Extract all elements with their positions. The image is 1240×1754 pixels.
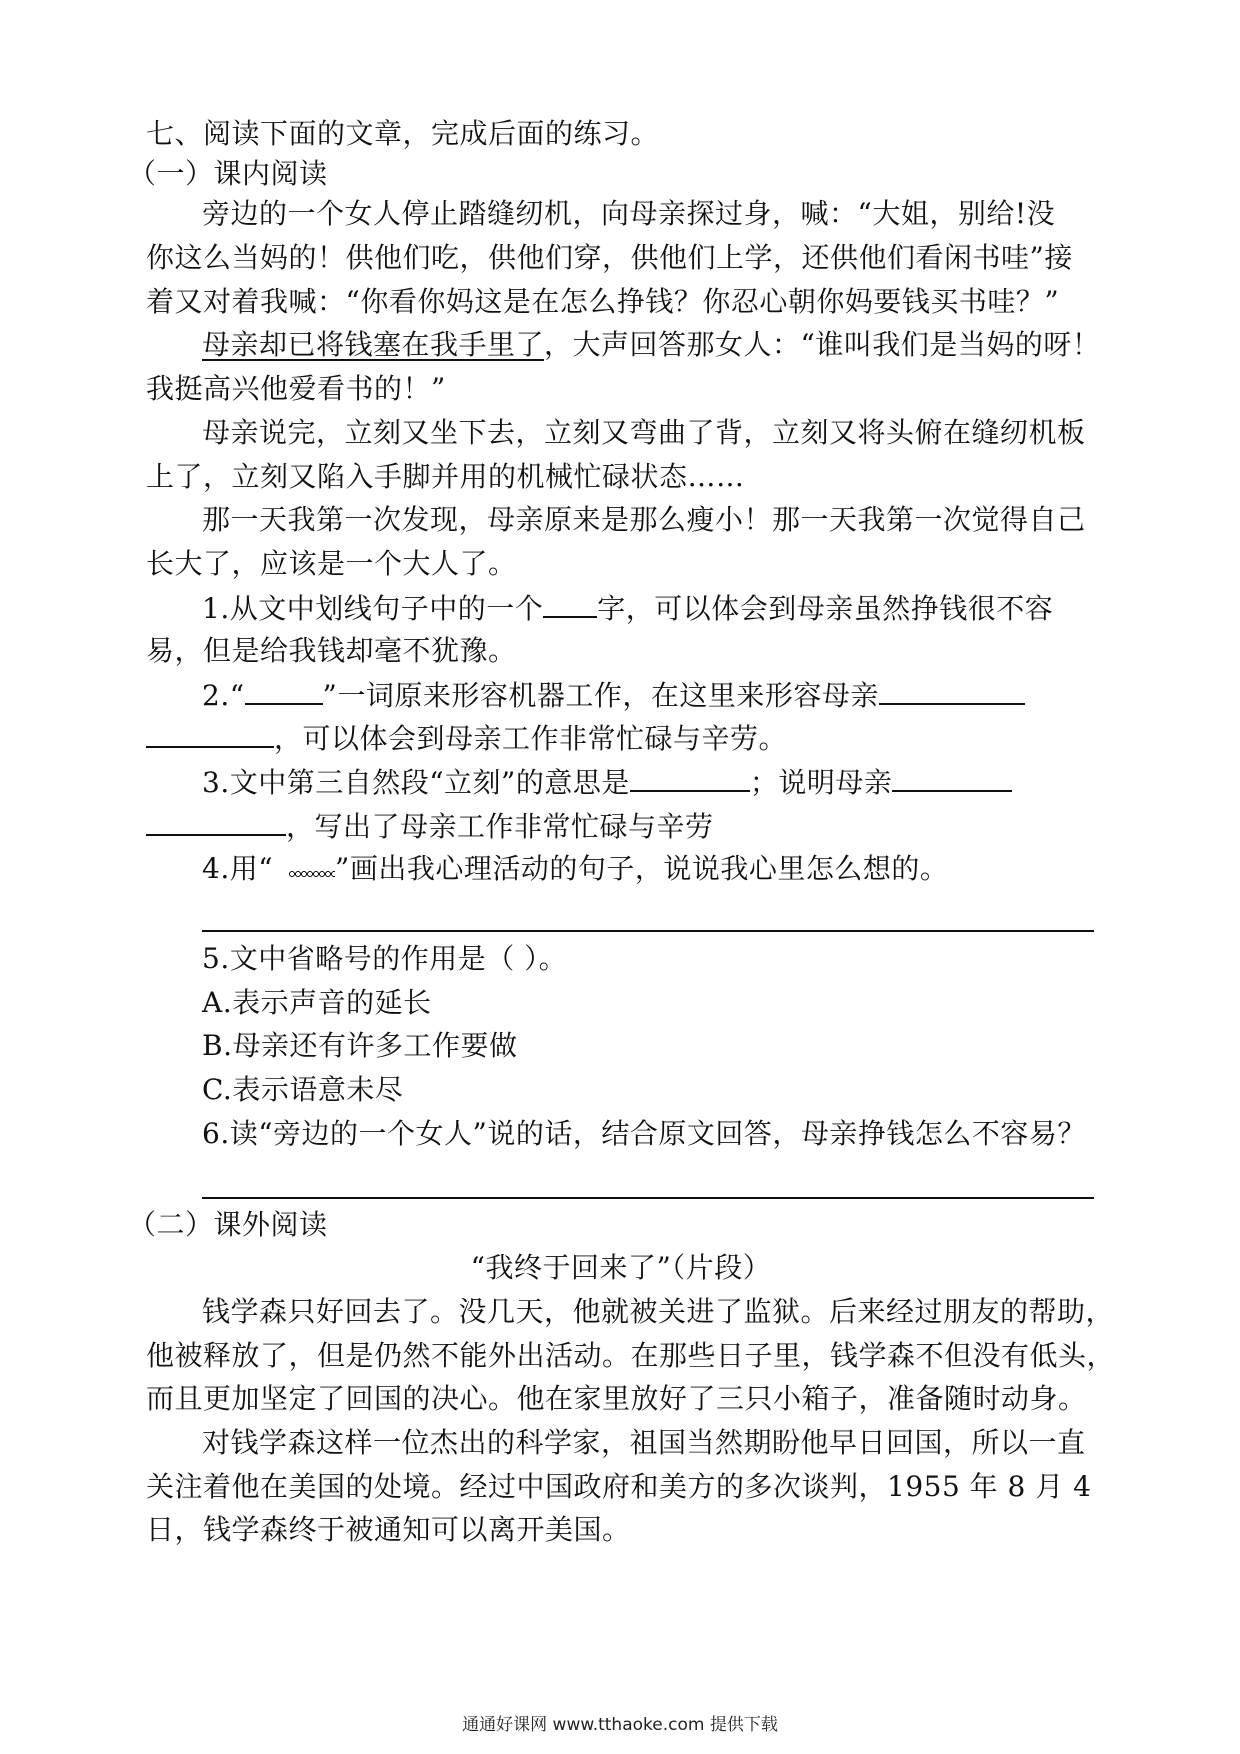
q4-text-b: ”画出我心理活动的句子，说说我心里怎么想的。	[335, 852, 949, 885]
q3-text-a: 3.文中第三自然段“立刻”的意思是	[202, 766, 630, 799]
section-title: 七、阅读下面的文章，完成后面的练习。	[146, 117, 660, 150]
question-5: 5.文中省略号的作用是（ ）。	[202, 942, 568, 975]
p1-line2: 你这么当妈的！供他们吃，供他们穿，供他们上学，还供他们看闲书哇”接	[146, 241, 1073, 274]
underlined-sentence: 母亲却已将钱塞在我手里了	[202, 328, 545, 361]
footer: 通通好课网 www.tthaoke.com 提供下载	[462, 1715, 778, 1735]
question-3	[202, 764, 1152, 801]
part2-heading: （二）课外阅读	[128, 1208, 328, 1241]
q2-blank-1[interactable]	[879, 677, 1025, 705]
p4-line2: 长大了，应该是一个大人了。	[146, 547, 517, 580]
p5-line3: 而且更加坚定了回国的决心。他在家里放好了三只小箱子，准备随时动身。	[146, 1382, 1087, 1415]
q1-text-b: 字，可以体会到母亲虽然挣钱很不容	[597, 592, 1054, 625]
question-2-cont	[146, 720, 1096, 757]
q5-option-c[interactable]: C.表示语意未尽	[202, 1073, 404, 1106]
article-title: “我终于回来了”（片段）	[470, 1251, 772, 1284]
q2-text-c: ，可以体会到母亲工作非常忙碌与辛劳。	[274, 722, 788, 755]
p2-rest: ，大声回答那女人：“谁叫我们是当妈的呀！	[544, 328, 1101, 361]
q1-text-a: 1.从文中划线句子中的一个	[202, 592, 544, 625]
p6-line3: 日，钱学森终于被通知可以离开美国。	[146, 1513, 631, 1546]
p4-line1: 那一天我第一次发现，母亲原来是那么瘦小！那一天我第一次觉得自己	[202, 503, 1086, 536]
p1-line1: 旁边的一个女人停止踏缝纫机，向母亲探过身，喊：“大姐，别给!没	[202, 197, 1056, 230]
question-6: 6.读“旁边的一个女人”说的话，结合原文回答，母亲挣钱怎么不容易？	[202, 1117, 1086, 1150]
p5-line1: 钱学森只好回去了。没几天，他就被关进了监狱。后来经过朋友的帮助，	[202, 1295, 1115, 1328]
q3-blank-1[interactable]	[630, 764, 750, 792]
question-4	[202, 851, 1152, 887]
q3-text-c: ，写出了母亲工作非常忙碌与辛劳	[286, 810, 714, 843]
question-3-cont	[146, 808, 1096, 845]
part1-heading: （一）课内阅读	[128, 157, 328, 190]
q2-text-a: 2.“	[202, 679, 245, 712]
question-2	[202, 677, 1152, 714]
p2-line1	[202, 327, 1152, 363]
q1-blank[interactable]	[543, 590, 597, 618]
q3-text-b: ；说明母亲	[749, 766, 893, 799]
p3-line1: 母亲说完，立刻又坐下去，立刻又弯曲了背，立刻又将头俯在缝纫机板	[202, 416, 1086, 449]
q2-blank-word[interactable]	[245, 677, 323, 705]
p1-line3: 着又对着我喊：“你看你妈这是在怎么挣钱？你忍心朝你妈要钱买书哇？”	[146, 285, 1060, 318]
p6-line1: 对钱学森这样一位杰出的科学家，祖国当然期盼他早日回国，所以一直	[202, 1426, 1086, 1459]
p3-line2: 上了，立刻又陷入手脚并用的机械忙碌状态……	[146, 460, 745, 493]
q3-blank-2[interactable]	[892, 764, 1012, 792]
p5-line2: 他被释放了，但是仍然不能外出活动。在那些日子里，钱学森不但没有低头，	[146, 1339, 1116, 1372]
q2-text-b: ”一词原来形容机器工作，在这里来形容母亲	[322, 679, 879, 712]
q2-blank-2[interactable]	[146, 720, 274, 748]
q4-answer-line[interactable]	[202, 930, 1094, 932]
q3-blank-3[interactable]	[146, 808, 286, 836]
q5-option-b[interactable]: B.母亲还有许多工作要做	[202, 1029, 518, 1062]
wavy-line-icon	[289, 864, 335, 878]
q6-answer-line[interactable]	[202, 1197, 1094, 1199]
p6-line2: 关注着他在美国的处境。经过中国政府和美方的多次谈判，1955 年 8 月 4	[146, 1470, 1092, 1503]
question-1	[202, 590, 1152, 627]
q4-text-a: 4.用“	[202, 852, 274, 885]
q5-option-a[interactable]: A.表示声音的延长	[202, 986, 432, 1019]
p2-line2: 我挺高兴他爱看书的！”	[146, 372, 446, 405]
question-1-cont: 易，但是给我钱却毫不犹豫。	[146, 634, 517, 667]
